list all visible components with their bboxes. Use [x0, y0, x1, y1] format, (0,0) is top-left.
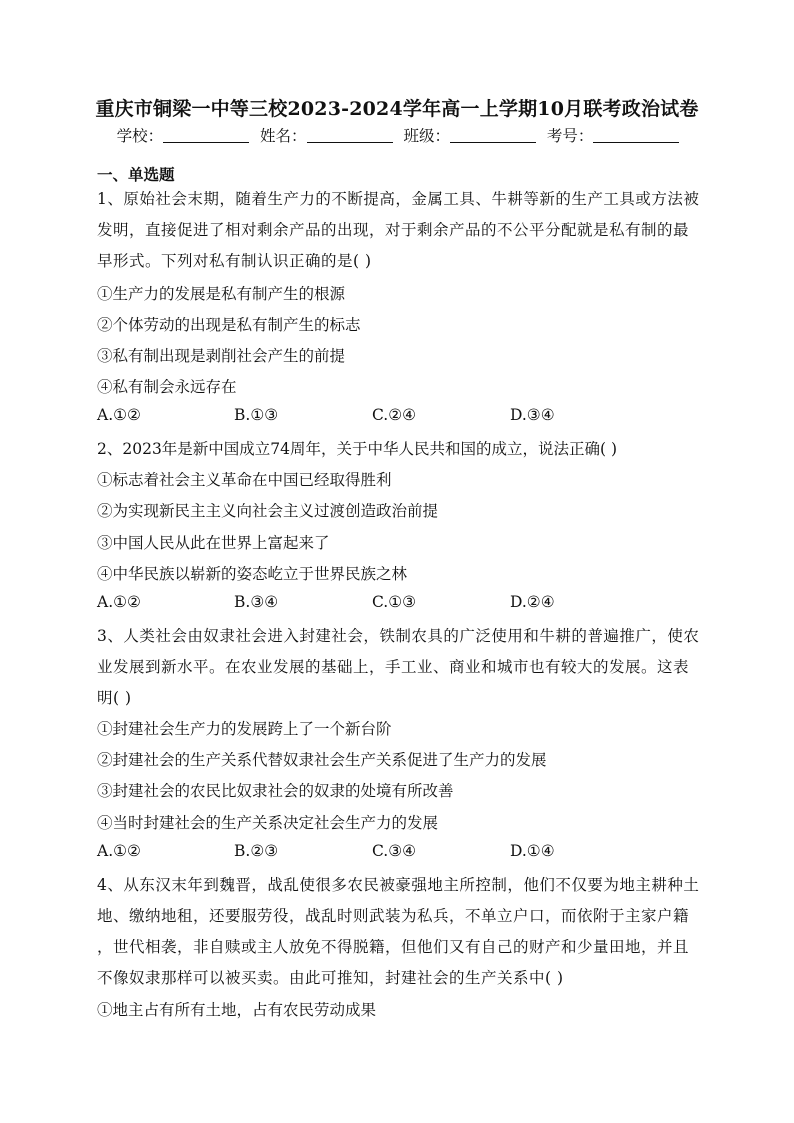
question-3-option-a[interactable]: A.①②: [97, 842, 141, 860]
question-2-statement: ①标志着社会主义革命在中国已经取得胜利: [97, 471, 392, 489]
question-1-option-a[interactable]: A.①②: [97, 406, 141, 424]
question-3-stem-line: 明( ): [97, 689, 132, 707]
class-label: 班级：: [403, 127, 450, 145]
question-2-option-c[interactable]: C.①③: [372, 593, 417, 611]
question-3-statement: ①封建社会生产力的发展跨上了一个新台阶: [97, 720, 392, 738]
question-1-statement: ④私有制会永远存在: [97, 378, 237, 396]
question-1-option-b[interactable]: B.①③: [234, 406, 279, 424]
name-blank[interactable]: [307, 128, 393, 143]
question-4-statement: ①地主占有所有土地，占有农民劳动成果: [97, 1001, 377, 1019]
question-3-stem-line: 3、人类社会由奴隶社会进入封建社会，铁制农具的广泛使用和牛耕的普遍推广，使农: [97, 627, 700, 645]
question-1-statement: ③私有制出现是剥削社会产生的前提: [97, 347, 346, 365]
class-blank[interactable]: [450, 128, 536, 143]
question-1-statement: ①生产力的发展是私有制产生的根源: [97, 285, 346, 303]
question-4-stem-line: 4、从东汉末年到魏晋，战乱使很多农民被豪强地主所控制，他们不仅要为地主耕种土: [97, 876, 700, 894]
question-3-statement: ②封建社会的生产关系代替奴隶社会生产关系促进了生产力的发展: [97, 751, 547, 769]
school-label: 学校：: [116, 127, 164, 145]
exam-title: 重庆市铜梁一中等三校2023-2024学年高一上学期10月联考政治试卷: [95, 98, 699, 120]
question-2-statement: ④中华民族以崭新的姿态屹立于世界民族之林: [97, 565, 408, 583]
question-4-stem-line: ，世代相袭，非自赎或主人放免不得脱籍，但他们又有自己的财产和少量田地，并且: [97, 938, 690, 956]
question-2-option-d[interactable]: D.②④: [510, 593, 555, 611]
exam-number-label: 考号：: [546, 127, 594, 145]
question-3-statement: ③封建社会的农民比奴隶社会的奴隶的处境有所改善: [97, 782, 454, 800]
question-1-option-d[interactable]: D.③④: [510, 406, 555, 424]
question-2-option-b[interactable]: B.③④: [234, 593, 279, 611]
question-3-option-c[interactable]: C.③④: [372, 842, 417, 860]
question-3-stem-line: 业发展到新水平。在农业发展的基础上，手工业、商业和城市也有较大的发展。这表: [97, 658, 690, 676]
question-1-statement: ②个体劳动的出现是私有制产生的标志: [97, 316, 361, 334]
question-3-statement: ④当时封建社会的生产关系决定社会生产力的发展: [97, 814, 439, 832]
question-1-option-c[interactable]: C.②④: [372, 406, 417, 424]
question-1-stem-line: 发明，直接促进了相对剩余产品的出现，对于剩余产品的不公平分配就是私有制的最: [97, 221, 690, 239]
question-3-option-d[interactable]: D.①④: [510, 842, 555, 860]
question-2-statement: ③中国人民从此在世界上富起来了: [97, 534, 330, 552]
exam-number-blank[interactable]: [593, 128, 679, 143]
name-label: 姓名：: [260, 127, 307, 145]
question-2-option-a[interactable]: A.①②: [97, 593, 141, 611]
question-3-option-b[interactable]: B.②③: [234, 842, 279, 860]
question-1-stem-line: 1、原始社会末期，随着生产力的不断提高，金属工具、牛耕等新的生产工具或方法被: [97, 190, 700, 208]
question-4-stem-line: 地、缴纳地租，还要服劳役，战乱时则武装为私兵，不单立户口，而依附于主家户籍: [97, 907, 690, 925]
school-blank[interactable]: [163, 128, 249, 143]
question-2-statement: ②为实现新民主主义向社会主义过渡创造政治前提: [97, 502, 439, 520]
question-2-stem-line: 2、2023年是新中国成立74周年，关于中华人民共和国的成立，说法正确( ): [97, 440, 618, 458]
question-1-stem-line: 早形式。下列对私有制认识正确的是( ): [97, 252, 372, 270]
section-title: 一、单选题: [97, 165, 175, 184]
student-info-row: [0, 124, 794, 146]
question-4-stem-line: 不像奴隶那样可以被买卖。由此可推知，封建社会的生产关系中( ): [97, 969, 564, 987]
